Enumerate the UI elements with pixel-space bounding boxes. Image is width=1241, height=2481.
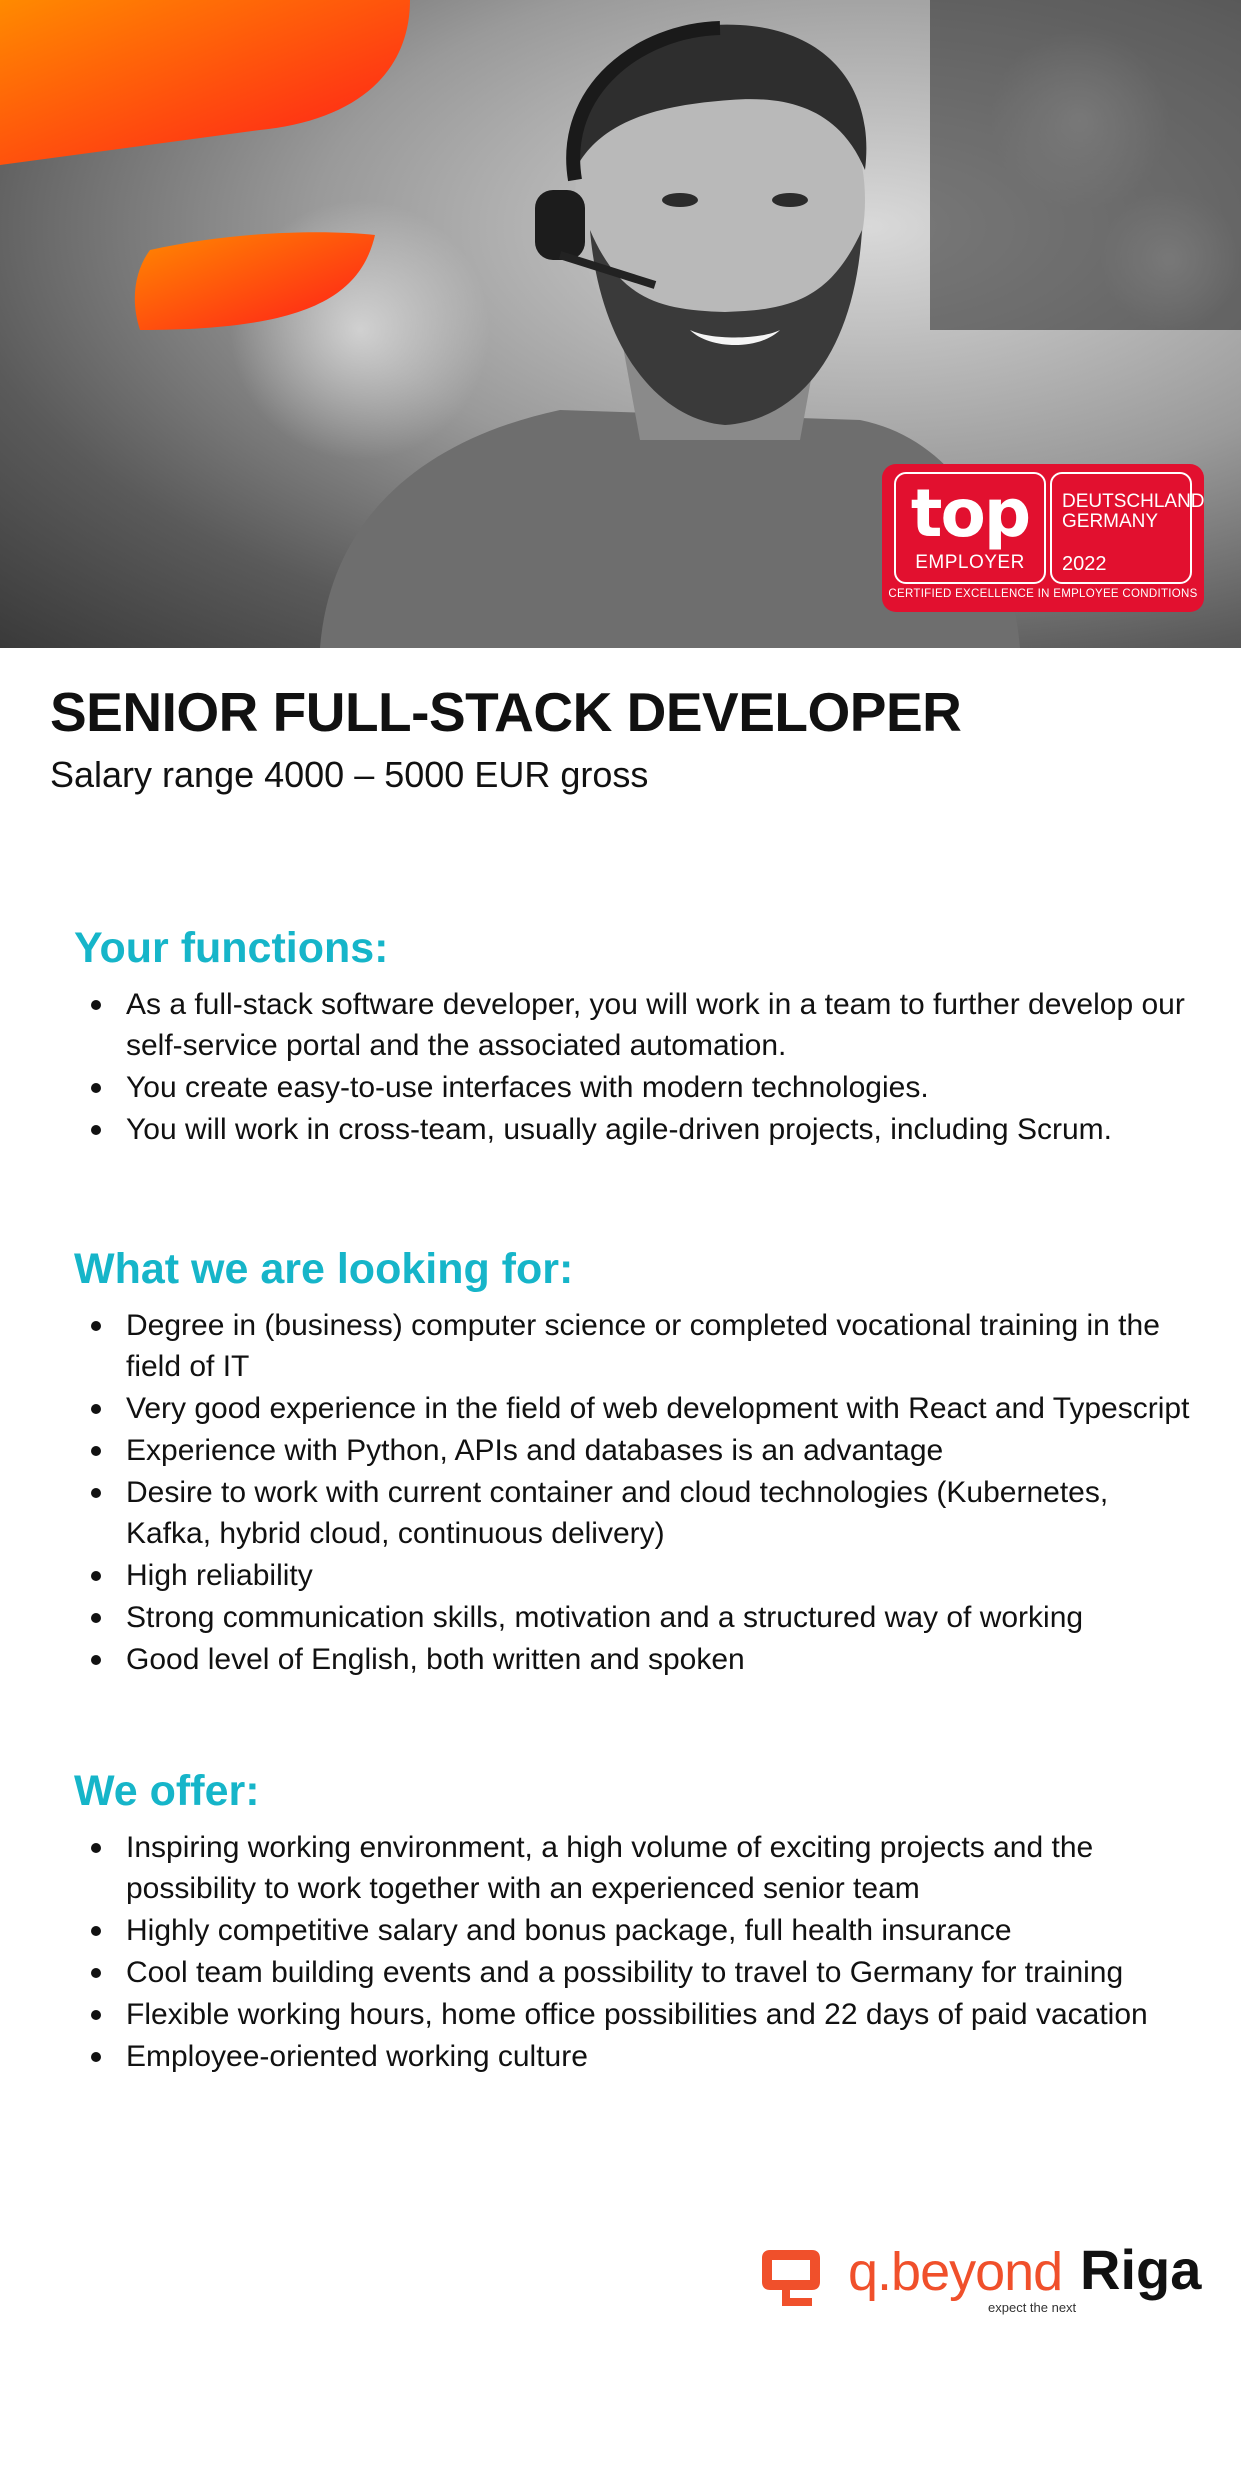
bullet-icon [91, 1404, 101, 1414]
company-logo [760, 2240, 1200, 2320]
list-item: Inspiring working environment, a high volume of exciting projects and the possibility to work together with an experienced senior team [74, 1827, 1194, 1909]
bullet-icon [91, 1571, 101, 1581]
list-item: Highly competitive salary and bonus package, full health insurance [74, 1910, 1194, 1951]
brand-city: Riga [1080, 2238, 1202, 2301]
bullet-icon [91, 1083, 101, 1093]
section-heading: We offer: [74, 1767, 260, 1815]
list-item: You will work in cross-team, usually agile-driven projects, including Scrum. [74, 1109, 1194, 1150]
badge-country-en: GERMANY [1062, 511, 1159, 532]
list-item: Employee-oriented working culture [74, 2036, 1194, 2077]
list-item: Degree in (business) computer science or completed vocational training in the field of IT [74, 1305, 1194, 1387]
bullet-icon [91, 1000, 101, 1010]
list-item: Flexible working hours, home office possibilities and 22 days of paid vacation [74, 1994, 1194, 2035]
hero-image [0, 0, 1241, 648]
list-item: As a full-stack software developer, you will work in a team to further develop our self-service portal and the associated automation. [74, 984, 1194, 1066]
bullet-icon [91, 2010, 101, 2020]
badge-year: 2022 [1062, 553, 1107, 575]
requirements-list [74, 1305, 1194, 1680]
section-we-offer [74, 1765, 1194, 2078]
badge-certified-text: CERTIFIED EXCELLENCE IN EMPLOYEE CONDITIONS [888, 588, 1198, 600]
list-item: Cool team building events and a possibility to travel to Germany for training [74, 1952, 1194, 1993]
offer-list [74, 1827, 1194, 2077]
section-heading: What we are looking for: [74, 1245, 574, 1293]
badge-employer-label: EMPLOYER [915, 552, 1025, 573]
section-looking-for [74, 1243, 1194, 1681]
job-title: SENIOR FULL-STACK DEVELOPER [50, 681, 962, 743]
list-item: High reliability [74, 1555, 1194, 1596]
list-item: Strong communication skills, motivation and a structured way of working [74, 1597, 1194, 1638]
bullet-icon [91, 1968, 101, 1978]
bullet-icon [91, 1321, 101, 1331]
bullet-icon [91, 1655, 101, 1665]
bullet-icon [91, 1488, 101, 1498]
badge-top-word: top [910, 475, 1030, 552]
list-item: Very good experience in the field of web development with React and Typescript [74, 1388, 1194, 1429]
section-heading: Your functions: [74, 924, 389, 972]
list-item: Good level of English, both written and spoken [74, 1639, 1194, 1680]
bullet-icon [91, 1613, 101, 1623]
bullet-icon [91, 1125, 101, 1135]
bullet-icon [91, 1926, 101, 1936]
list-item: You create easy-to-use interfaces with modern technologies. [74, 1067, 1194, 1108]
bullet-icon [91, 2052, 101, 2062]
bullet-icon [91, 1843, 101, 1853]
bullet-icon [91, 1446, 101, 1456]
salary-range: Salary range 4000 – 5000 EUR gross [50, 754, 649, 795]
brand-name: q.beyond [848, 2242, 1063, 2302]
badge-country-de: DEUTSCHLAND [1062, 491, 1205, 512]
brand-tagline: expect the next [988, 2300, 1077, 2315]
list-item: Desire to work with current container and cloud technologies (Kubernetes, Kafka, hybrid cloud, continuous delivery) [74, 1472, 1194, 1554]
q-logo-icon [760, 2246, 822, 2308]
badge-country-panel [1050, 472, 1205, 584]
badge-top-panel [894, 472, 1046, 584]
section-functions [74, 922, 1194, 1151]
top-employer-badge [882, 464, 1204, 612]
list-item: Experience with Python, APIs and databases is an advantage [74, 1430, 1194, 1471]
functions-list [74, 984, 1194, 1150]
